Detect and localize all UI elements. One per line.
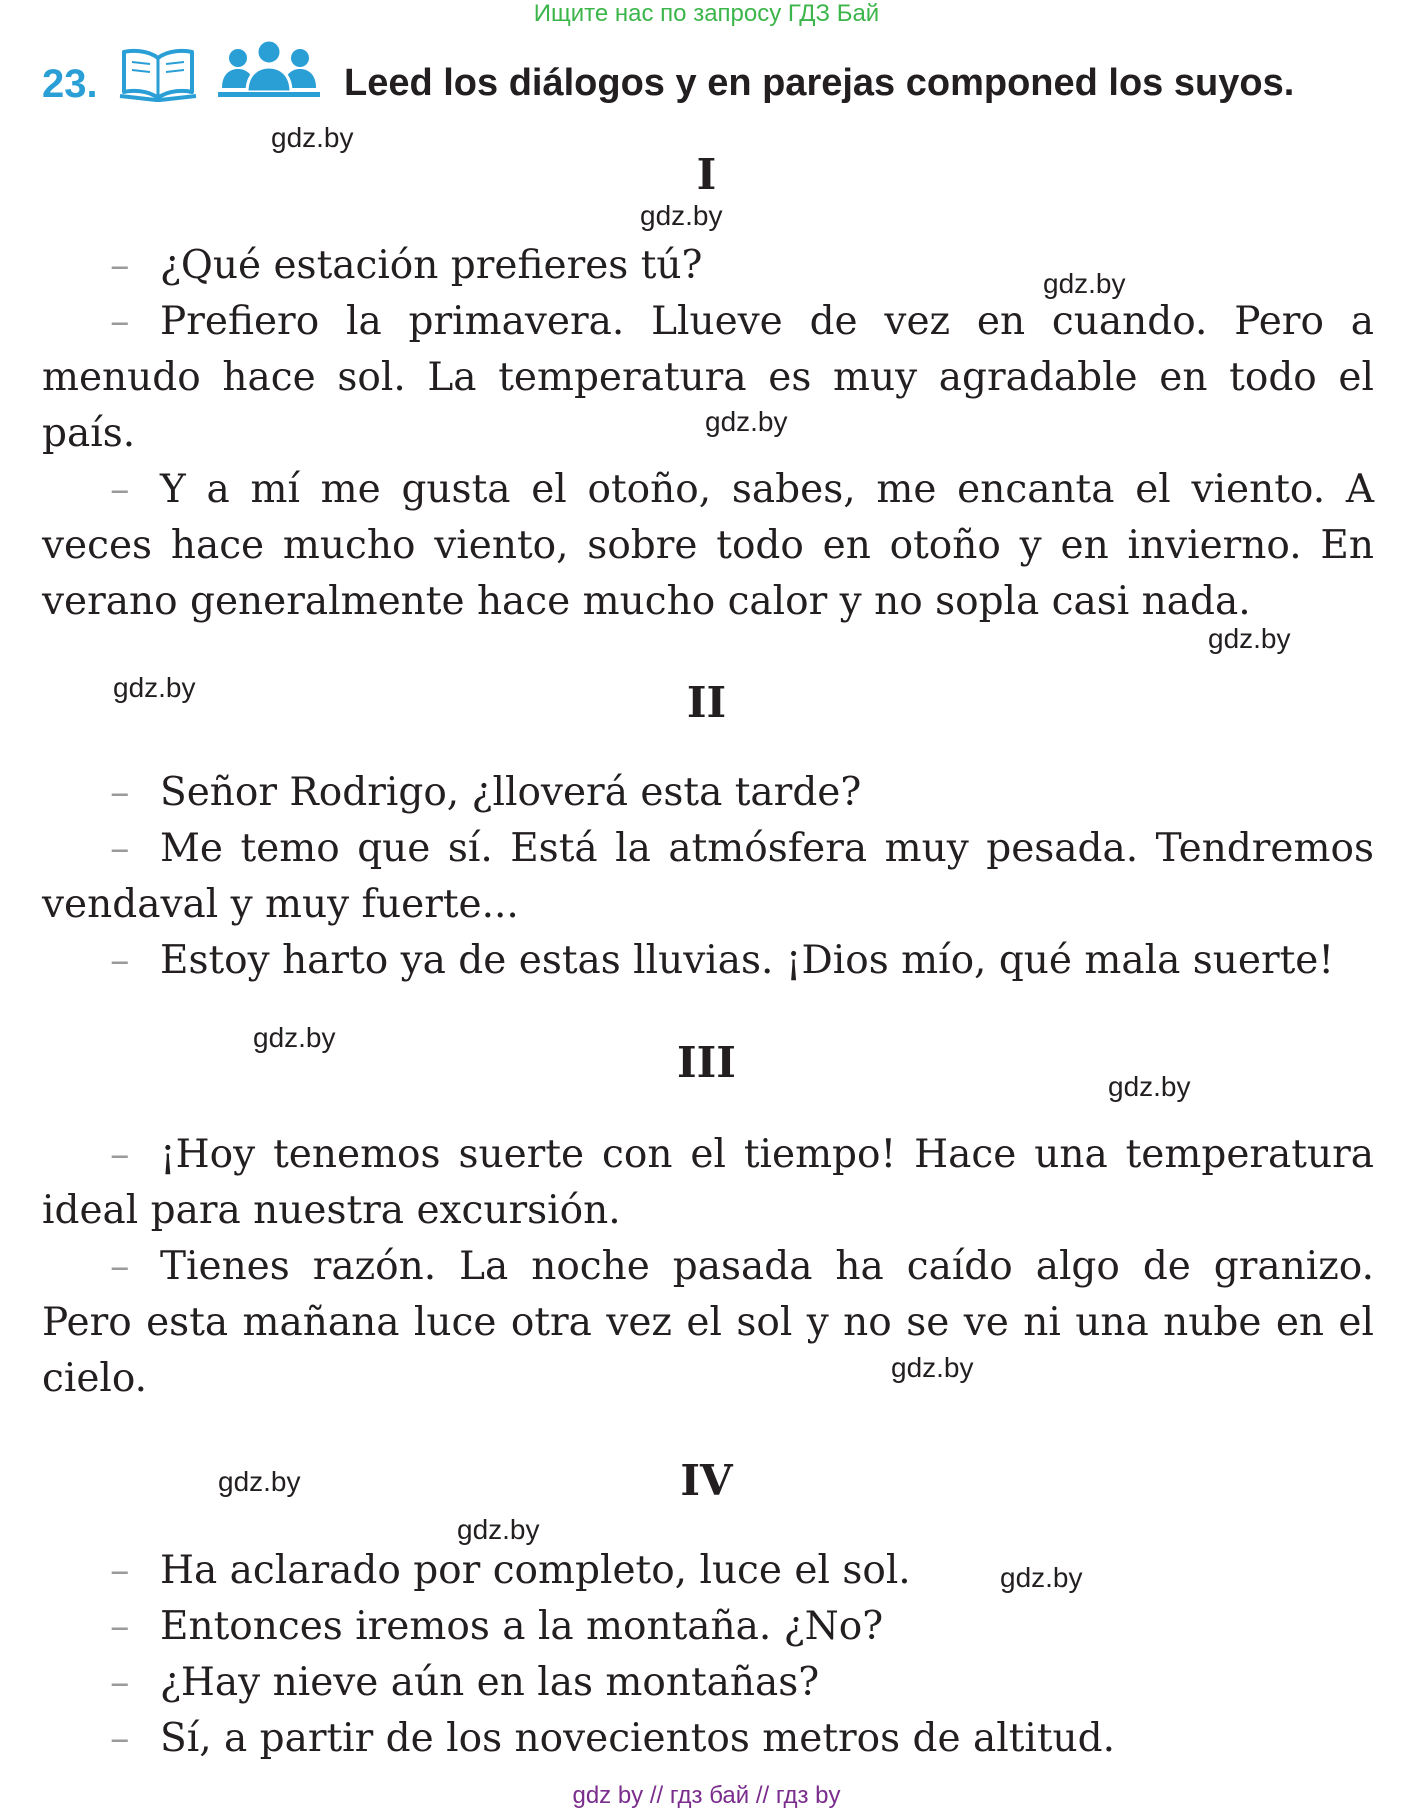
watermark: gdz.by — [218, 1466, 301, 1497]
dash-mark: – — [110, 826, 130, 871]
dialogue-line — [42, 1599, 1374, 1655]
line-text: Señor Rodrigo, ¿lloverá esta tarde? — [160, 770, 862, 815]
dialogue-line — [42, 1711, 1374, 1767]
dialogue-line — [42, 821, 1374, 933]
dialogue-line — [42, 933, 1374, 989]
dialogue-line — [42, 1127, 1374, 1239]
dash-mark: – — [110, 1244, 130, 1289]
line-text: Ha aclarado por completo, luce el sol. — [160, 1548, 911, 1593]
line-text: ¿Qué estación prefieres tú? — [160, 243, 703, 288]
dialogue-numeral: I — [696, 150, 717, 199]
watermark: gdz.by — [271, 122, 354, 153]
dialogue-numeral: IV — [680, 1456, 733, 1505]
dialogue-line — [42, 1655, 1374, 1711]
watermark: gdz.by — [1108, 1071, 1191, 1102]
line-text: Tienes razón. La noche pasada ha caído algo de granizo. Pero esta mañana luce otra vez el sol y no se ve ni una nube en el cielo. — [42, 1244, 1374, 1401]
dash-mark: – — [110, 1604, 130, 1649]
watermark: gdz.by — [253, 1022, 336, 1053]
dash-mark: – — [110, 1132, 130, 1177]
watermark: gdz.by — [891, 1352, 974, 1383]
dialogue-line — [42, 294, 1374, 462]
dialogue-numeral: III — [677, 1038, 736, 1087]
dash-mark: – — [110, 299, 130, 344]
watermark: gdz.by — [1208, 623, 1291, 654]
search-note: Ищите нас по запросу ГДЗ Бай — [533, 0, 880, 27]
open-book-icon — [118, 46, 198, 102]
line-text: Me temo que sí. Está la atmósfera muy pesada. Tendremos vendaval y muy fuerte... — [42, 826, 1374, 927]
dialogue-line — [42, 462, 1374, 630]
line-text: ¡Hoy tenemos suerte con el tiempo! Hace una temperatura ideal para nuestra excursión. — [42, 1132, 1374, 1233]
dialogue-line — [42, 1239, 1374, 1407]
dialogue-line — [42, 1543, 1374, 1599]
line-text: Entonces iremos a la montaña. ¿No? — [160, 1604, 884, 1649]
dialogue-line — [42, 765, 1374, 821]
watermark: gdz.by — [1000, 1562, 1083, 1593]
line-text: Estoy harto ya de estas lluvias. ¡Dios mío, qué mala suerte! — [160, 938, 1335, 983]
line-text: ¿Hay nieve aún en las montañas? — [160, 1660, 820, 1705]
dash-mark: – — [110, 1548, 130, 1593]
dialogue-numeral: II — [686, 678, 727, 727]
line-text: Y a mí me gusta el otoño, sabes, me encanta el viento. A veces hace mucho viento, sobre todo en otoño y en invierno. En verano generalmente hace mucho calor y no sopla casi nada. — [42, 467, 1374, 624]
task-instruction: Leed los diálogos y en parejas componed los suyos. — [344, 62, 1295, 104]
watermark: gdz.by — [113, 672, 196, 703]
footer-note: gdz by // гдз бай // гдз by — [572, 1782, 841, 1809]
dash-mark: – — [110, 467, 130, 512]
group-people-icon — [218, 38, 320, 98]
watermark: gdz.by — [705, 406, 788, 437]
dash-mark: – — [110, 243, 130, 288]
dash-mark: – — [110, 1660, 130, 1705]
dialogue-line — [42, 238, 1374, 294]
line-text: Sí, a partir de los novecientos metros de altitud. — [160, 1716, 1116, 1761]
watermark: gdz.by — [640, 200, 723, 231]
dash-mark: – — [110, 938, 130, 983]
line-text: Prefiero la primavera. Llueve de vez en cuando. Pero a menudo hace sol. La temperatura es muy agradable en todo el país. — [42, 299, 1374, 456]
dash-mark: – — [110, 770, 130, 815]
watermark: gdz.by — [457, 1514, 540, 1545]
exercise-number: 23. — [42, 62, 98, 106]
watermark: gdz.by — [1043, 268, 1126, 299]
dash-mark: – — [110, 1716, 130, 1761]
